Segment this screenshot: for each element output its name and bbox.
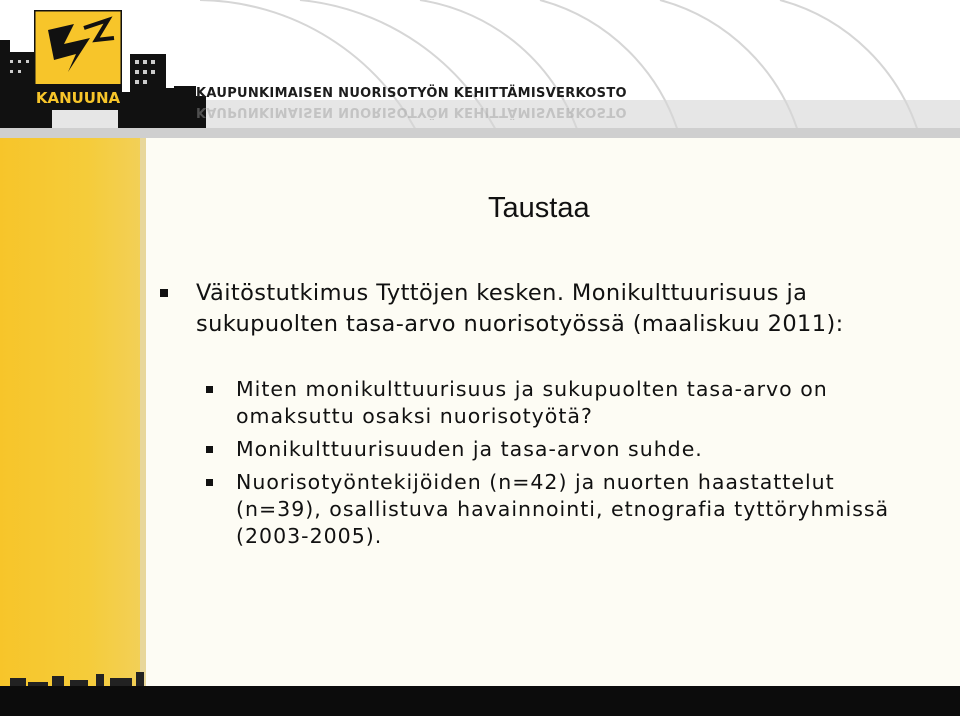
slide-title: Taustaa	[488, 192, 590, 224]
left-accent-band	[0, 138, 146, 686]
sub-bullet-text: Miten monikulttuurisuus ja sukupuolten tasa-arvo on omaksuttu osaksi nuorisotyötä?	[236, 377, 828, 428]
main-bullet	[160, 278, 920, 340]
sub-bullet-text: Nuorisotyöntekijöiden (n=42) ja nuorten haastattelut (n=39), osallistuva havainnointi, etnografia tyttöryhmissä (2003-2005).	[236, 470, 890, 548]
logo-text: KANUUNA	[35, 89, 121, 107]
main-bullet-text: Väitöstutkimus Tyttöjen kesken. Monikulttuurisuus ja sukupuolten tasa-arvo nuorisotyössä (maaliskuu 2011):	[196, 280, 844, 337]
org-name: KAUPUNKIMAISEN NUORISOTYÖN KEHITTÄMISVERKOSTO	[196, 86, 627, 101]
header-banner	[0, 0, 960, 138]
sub-bullet-text: Monikulttuurisuuden ja tasa-arvon suhde.	[236, 437, 703, 461]
org-name-reflection: KAUPUNKIMAISEN NUORISOTYÖN KEHITTÄMISVERKOSTO	[196, 104, 627, 119]
slide-content	[160, 278, 920, 550]
sub-bullet	[160, 376, 920, 430]
bullet-square-icon	[160, 289, 168, 297]
sub-bullet	[160, 436, 920, 463]
bullet-square-icon	[206, 479, 213, 486]
bottom-bar	[0, 686, 960, 716]
bullet-square-icon	[206, 386, 213, 393]
sub-bullet	[160, 469, 920, 550]
kanuuna-logo	[34, 10, 122, 110]
left-band-edge	[140, 138, 146, 686]
bullet-square-icon	[206, 446, 213, 453]
